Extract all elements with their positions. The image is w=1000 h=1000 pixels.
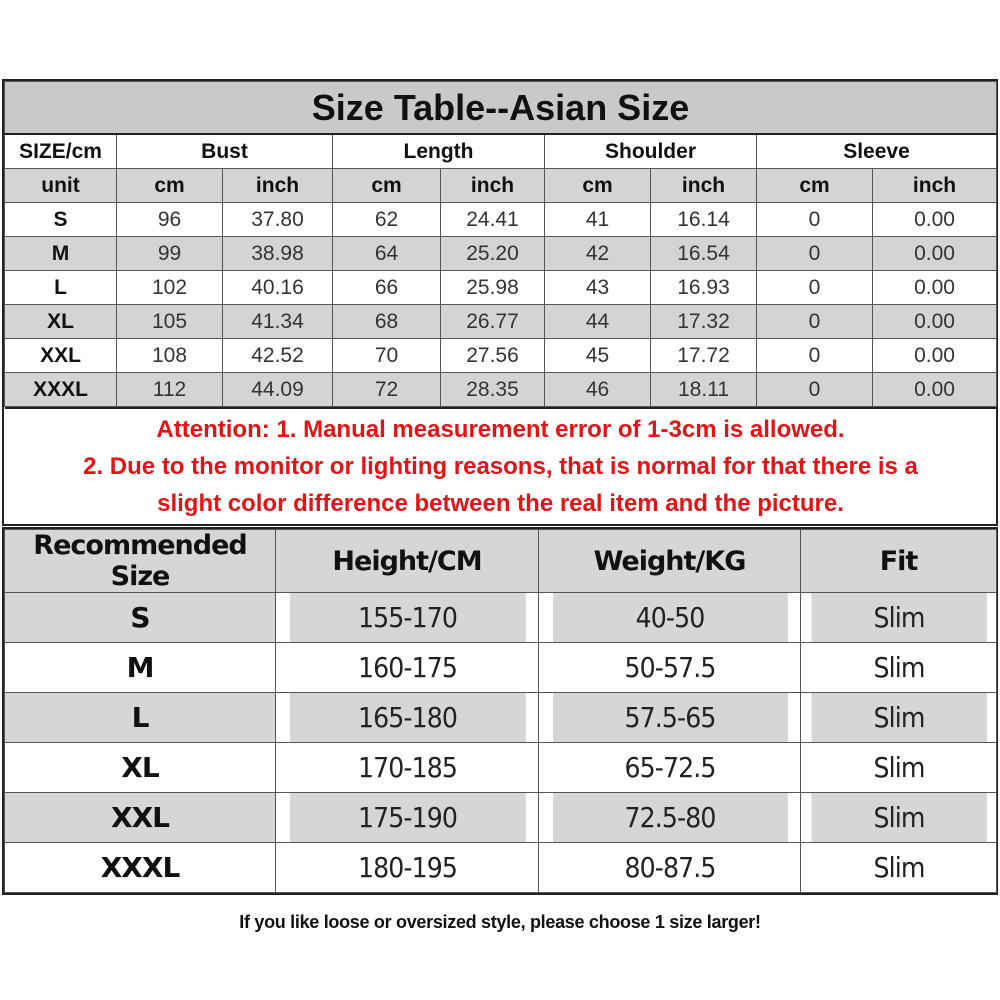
fit-value: Slim — [810, 643, 986, 693]
measurement-cell: 72 — [333, 373, 441, 407]
measurement-cell: 68 — [333, 305, 441, 339]
measurement-cell: 27.56 — [441, 339, 545, 373]
recommended-header-row — [5, 530, 997, 593]
recommended-size-table — [2, 527, 998, 895]
measurement-cell: 16.14 — [651, 203, 757, 237]
measurement-cell: 38.98 — [223, 237, 333, 271]
size-label: M — [5, 237, 117, 271]
size-label: XXXL — [5, 373, 117, 407]
group-shoulder: Shoulder — [545, 134, 757, 169]
measurement-cell: 17.32 — [651, 305, 757, 339]
weight-range: 40-50 — [552, 593, 788, 643]
header-fit: Fit — [801, 530, 997, 593]
size-row — [5, 271, 997, 305]
measurement-cell: 25.20 — [441, 237, 545, 271]
group-bust: Bust — [117, 134, 333, 169]
attention-line-2: 2. Due to the monitor or lighting reasons, that is normal for that there is a — [83, 453, 918, 480]
unit-cell: inch — [651, 169, 757, 203]
recommended-size-label: S — [5, 593, 276, 643]
measurement-cell: 24.41 — [441, 203, 545, 237]
recommended-row — [5, 843, 997, 893]
measurement-cell: 0.00 — [873, 203, 997, 237]
size-row — [5, 339, 997, 373]
measurement-cell: 0 — [757, 373, 873, 407]
measurement-cell: 0.00 — [873, 373, 997, 407]
measurement-cell: 0 — [757, 271, 873, 305]
fit-value: Slim — [810, 843, 986, 893]
size-label: XXL — [5, 339, 117, 373]
measurement-cell: 42.52 — [223, 339, 333, 373]
measurement-cell: 62 — [333, 203, 441, 237]
header-weight: Weight/KG — [539, 530, 801, 593]
measurement-cell: 17.72 — [651, 339, 757, 373]
measurement-cell: 64 — [333, 237, 441, 271]
unit-cell: unit — [5, 169, 117, 203]
size-table — [2, 79, 998, 526]
measurement-cell: 66 — [333, 271, 441, 305]
measurement-cell: 45 — [545, 339, 651, 373]
unit-cell: cm — [545, 169, 651, 203]
measurement-cell: 96 — [117, 203, 223, 237]
fit-value: Slim — [810, 793, 986, 843]
height-range: 160-175 — [289, 643, 526, 693]
measurement-cell: 40.16 — [223, 271, 333, 305]
size-table-title: Size Table--Asian Size — [5, 82, 997, 135]
height-range: 155-170 — [289, 593, 526, 643]
measurement-cell: 42 — [545, 237, 651, 271]
height-range: 170-185 — [289, 743, 526, 793]
unit-cell: inch — [873, 169, 997, 203]
unit-cell: cm — [117, 169, 223, 203]
measurement-cell: 0 — [757, 203, 873, 237]
recommended-size-label: XXL — [5, 793, 276, 843]
measurement-cell: 44 — [545, 305, 651, 339]
weight-range: 72.5-80 — [552, 793, 788, 843]
header-height: Height/CM — [276, 530, 539, 593]
measurement-cell: 41 — [545, 203, 651, 237]
attention-line-1: Attention: 1. Manual measurement error of 1-3cm is allowed. — [156, 416, 845, 443]
measurement-cell: 37.80 — [223, 203, 333, 237]
size-header-label: SIZE/cm — [5, 134, 117, 169]
measurement-cell: 108 — [117, 339, 223, 373]
measurement-cell: 70 — [333, 339, 441, 373]
height-range: 165-180 — [289, 693, 526, 743]
weight-range: 57.5-65 — [552, 693, 788, 743]
size-label: L — [5, 271, 117, 305]
measurement-cell: 46 — [545, 373, 651, 407]
measurement-cell: 0.00 — [873, 271, 997, 305]
height-range: 175-190 — [289, 793, 526, 843]
recommended-row — [5, 743, 997, 793]
recommended-size-label: M — [5, 643, 276, 693]
weight-range: 65-72.5 — [552, 743, 788, 793]
measurement-cell: 0 — [757, 237, 873, 271]
measurement-cell: 105 — [117, 305, 223, 339]
measurement-cell: 0.00 — [873, 237, 997, 271]
measurement-cell: 16.93 — [651, 271, 757, 305]
recommended-size-label: XL — [5, 743, 276, 793]
recommended-row — [5, 643, 997, 693]
measurement-cell: 0.00 — [873, 305, 997, 339]
group-length: Length — [333, 134, 545, 169]
size-label: S — [5, 203, 117, 237]
measurement-cell: 41.34 — [223, 305, 333, 339]
measurement-cell: 0.00 — [873, 339, 997, 373]
size-table-header — [5, 134, 997, 169]
measurement-cell: 26.77 — [441, 305, 545, 339]
measurement-cell: 16.54 — [651, 237, 757, 271]
unit-cell: inch — [441, 169, 545, 203]
attention-line-3: slight color difference between the real item and the picture. — [157, 490, 844, 517]
fit-value: Slim — [810, 593, 986, 643]
group-sleeve: Sleeve — [757, 134, 997, 169]
unit-row — [5, 169, 997, 203]
recommended-row — [5, 793, 997, 843]
measurement-cell: 43 — [545, 271, 651, 305]
size-row — [5, 203, 997, 237]
recommended-size-label: L — [5, 693, 276, 743]
unit-cell: inch — [223, 169, 333, 203]
weight-range: 50-57.5 — [552, 643, 788, 693]
sizing-note: If you like loose or oversized style, please choose 1 size larger! — [239, 912, 761, 932]
measurement-cell: 28.35 — [441, 373, 545, 407]
unit-cell: cm — [757, 169, 873, 203]
weight-range: 80-87.5 — [552, 843, 788, 893]
recommended-rows — [5, 593, 997, 893]
header-recommended-size: Recommended Size — [5, 530, 276, 593]
fit-value: Slim — [810, 693, 986, 743]
size-label: XL — [5, 305, 117, 339]
measurement-cell: 44.09 — [223, 373, 333, 407]
height-range: 180-195 — [289, 843, 526, 893]
measurement-cell: 112 — [117, 373, 223, 407]
size-rows — [5, 203, 997, 407]
size-row — [5, 373, 997, 407]
measurement-cell: 102 — [117, 271, 223, 305]
recommended-size-label: XXXL — [5, 843, 276, 893]
recommended-row — [5, 593, 997, 643]
measurement-cell: 99 — [117, 237, 223, 271]
attention-notice — [5, 407, 997, 524]
fit-value: Slim — [810, 743, 986, 793]
unit-cell: cm — [333, 169, 441, 203]
measurement-cell: 25.98 — [441, 271, 545, 305]
size-row — [5, 237, 997, 271]
measurement-cell: 18.11 — [651, 373, 757, 407]
recommended-row — [5, 693, 997, 743]
measurement-cell: 0 — [757, 305, 873, 339]
measurement-cell: 0 — [757, 339, 873, 373]
size-row — [5, 305, 997, 339]
